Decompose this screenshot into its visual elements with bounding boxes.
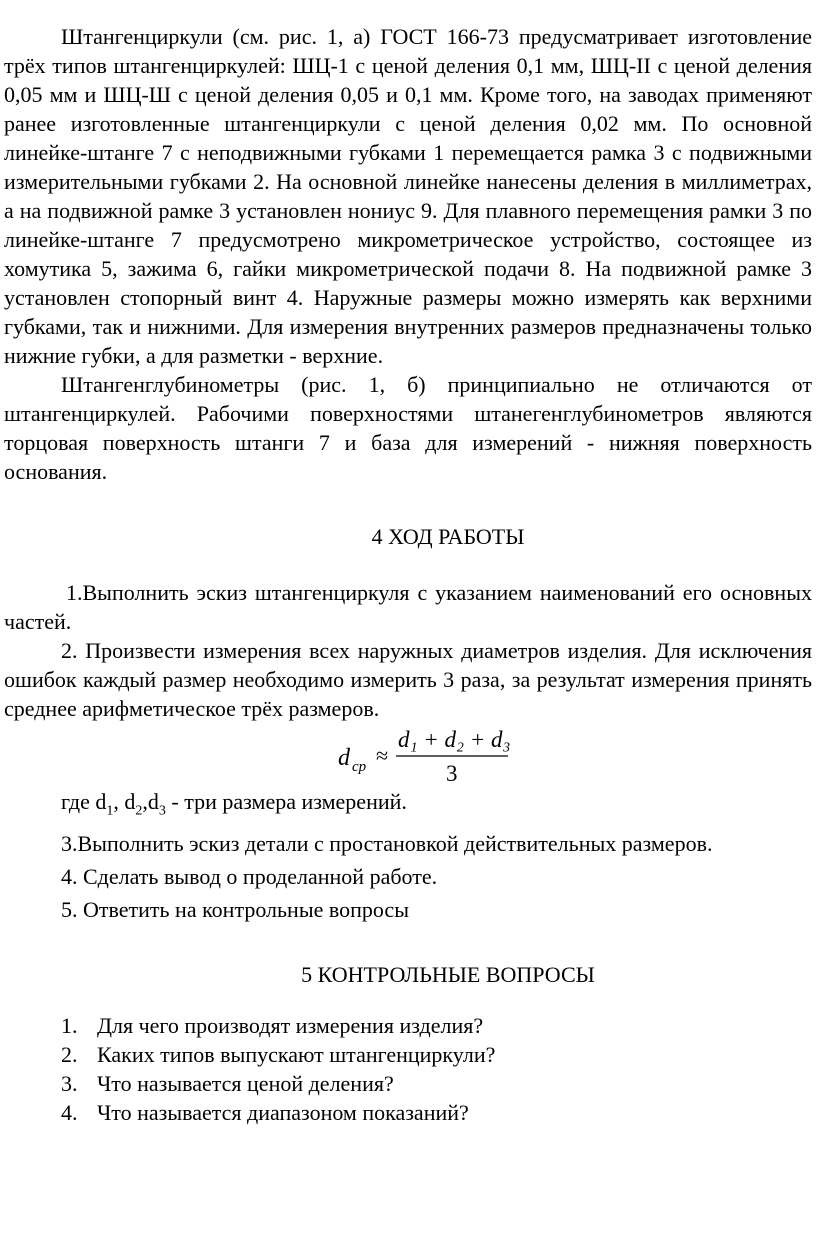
step-1: 1.Выполнить эскиз штангенциркуля с указанием наименований его основных частей. bbox=[4, 580, 812, 634]
formula-lhs-sub: ср bbox=[352, 759, 367, 775]
section-5-title: 5 КОНТРОЛЬНЫЕ ВОПРОСЫ bbox=[301, 962, 595, 988]
document-page bbox=[4, 22, 812, 1127]
question-item bbox=[4, 1011, 812, 1040]
question-number: 3. bbox=[61, 1071, 78, 1097]
step-4: 4. Сделать вывод о проделанной работе. bbox=[61, 864, 438, 890]
section-4-title: 4 ХОД РАБОТЫ bbox=[371, 524, 525, 549]
question-text: Для чего производят измерения изделия? bbox=[97, 1013, 484, 1039]
question-text: Что называется ценой деления? bbox=[97, 1071, 394, 1097]
step-3: 3.Выполнить эскиз детали с простановкой действительных размеров. bbox=[61, 831, 713, 857]
formula-rel: ≈ bbox=[376, 743, 389, 768]
step-5: 5. Ответить на контрольные вопросы bbox=[61, 897, 409, 923]
question-number: 1. bbox=[61, 1013, 78, 1039]
formula-explanation: где $d_1$, $d_2,d_3$ - три размера измерений. bbox=[61, 789, 407, 819]
question-item bbox=[4, 1040, 812, 1069]
intro-paragraph-2: Штангенглубинометры (рис. 1, б) принципиально не отличаются от штангенциркулей. Рабочими поверхностями штанегенглубинометров являются торцовая поверхность штанги 7 и база для измерений - нижняя поверхность основания. bbox=[4, 372, 812, 484]
formula-lhs: d bbox=[338, 745, 350, 771]
question-item bbox=[4, 1098, 812, 1127]
formula-numerator: d₁ + d₂ + d₃ bbox=[398, 727, 511, 752]
question-item bbox=[4, 1069, 812, 1098]
where-prefix: где d bbox=[61, 789, 107, 814]
step-2: 2. Произвести измерения всех наружных диаметров изделия. Для исключения ошибок каждый размер необходимо измерить 3 раза, за результат измерения принять среднее арифметическое трёх размеров. bbox=[4, 638, 812, 721]
question-number: 4. bbox=[61, 1100, 78, 1126]
where-rest: - три размера измерений. bbox=[165, 789, 407, 814]
question-number: 2. bbox=[61, 1042, 78, 1068]
formula-svg bbox=[336, 723, 536, 787]
question-text: Каких типов выпускают штангенциркули? bbox=[97, 1042, 496, 1068]
average-formula bbox=[4, 723, 812, 787]
formula-denominator: 3 bbox=[446, 761, 458, 786]
intro-paragraph-1: Штангенциркули (см. рис. 1, а) ГОСТ 166-73 предусматривает изготовление трёх типов штангенциркулей: ШЦ-1 с ценой деления 0,1 мм, ШЦ-II с ценой деления 0,05 мм и ШЦ-Ш с ценой деления 0,05 и 0,1 мм. Кроме того, на заводах применяют ранее изготовленные штангенциркули с ценой деления 0,02 мм. По основной линейке-штанге 7 с неподвижными губками 1 перемещается рамка 3 с подвижными измерительными губками 2. На основной линейке нанесены деления в миллиметрах, а на подвижной рамке 3 установлен нониус 9. Для плавного перемещения рамки 3 по линейке-штанге 7 предусмотрено микрометрическое устройство, состоящее из хомутика 5, зажима 6, гайки микрометрической подачи 8. На подвижной рамке 3 установлен стопорный винт 4. Наружные размеры можно измерять как верхними губками, так и нижними. Для измерения внутренних размеров предназначены только нижние губки, а для разметки - верхние. bbox=[4, 24, 812, 368]
questions-list bbox=[4, 1011, 812, 1127]
question-text: Что называется диапазоном показаний? bbox=[97, 1100, 469, 1126]
